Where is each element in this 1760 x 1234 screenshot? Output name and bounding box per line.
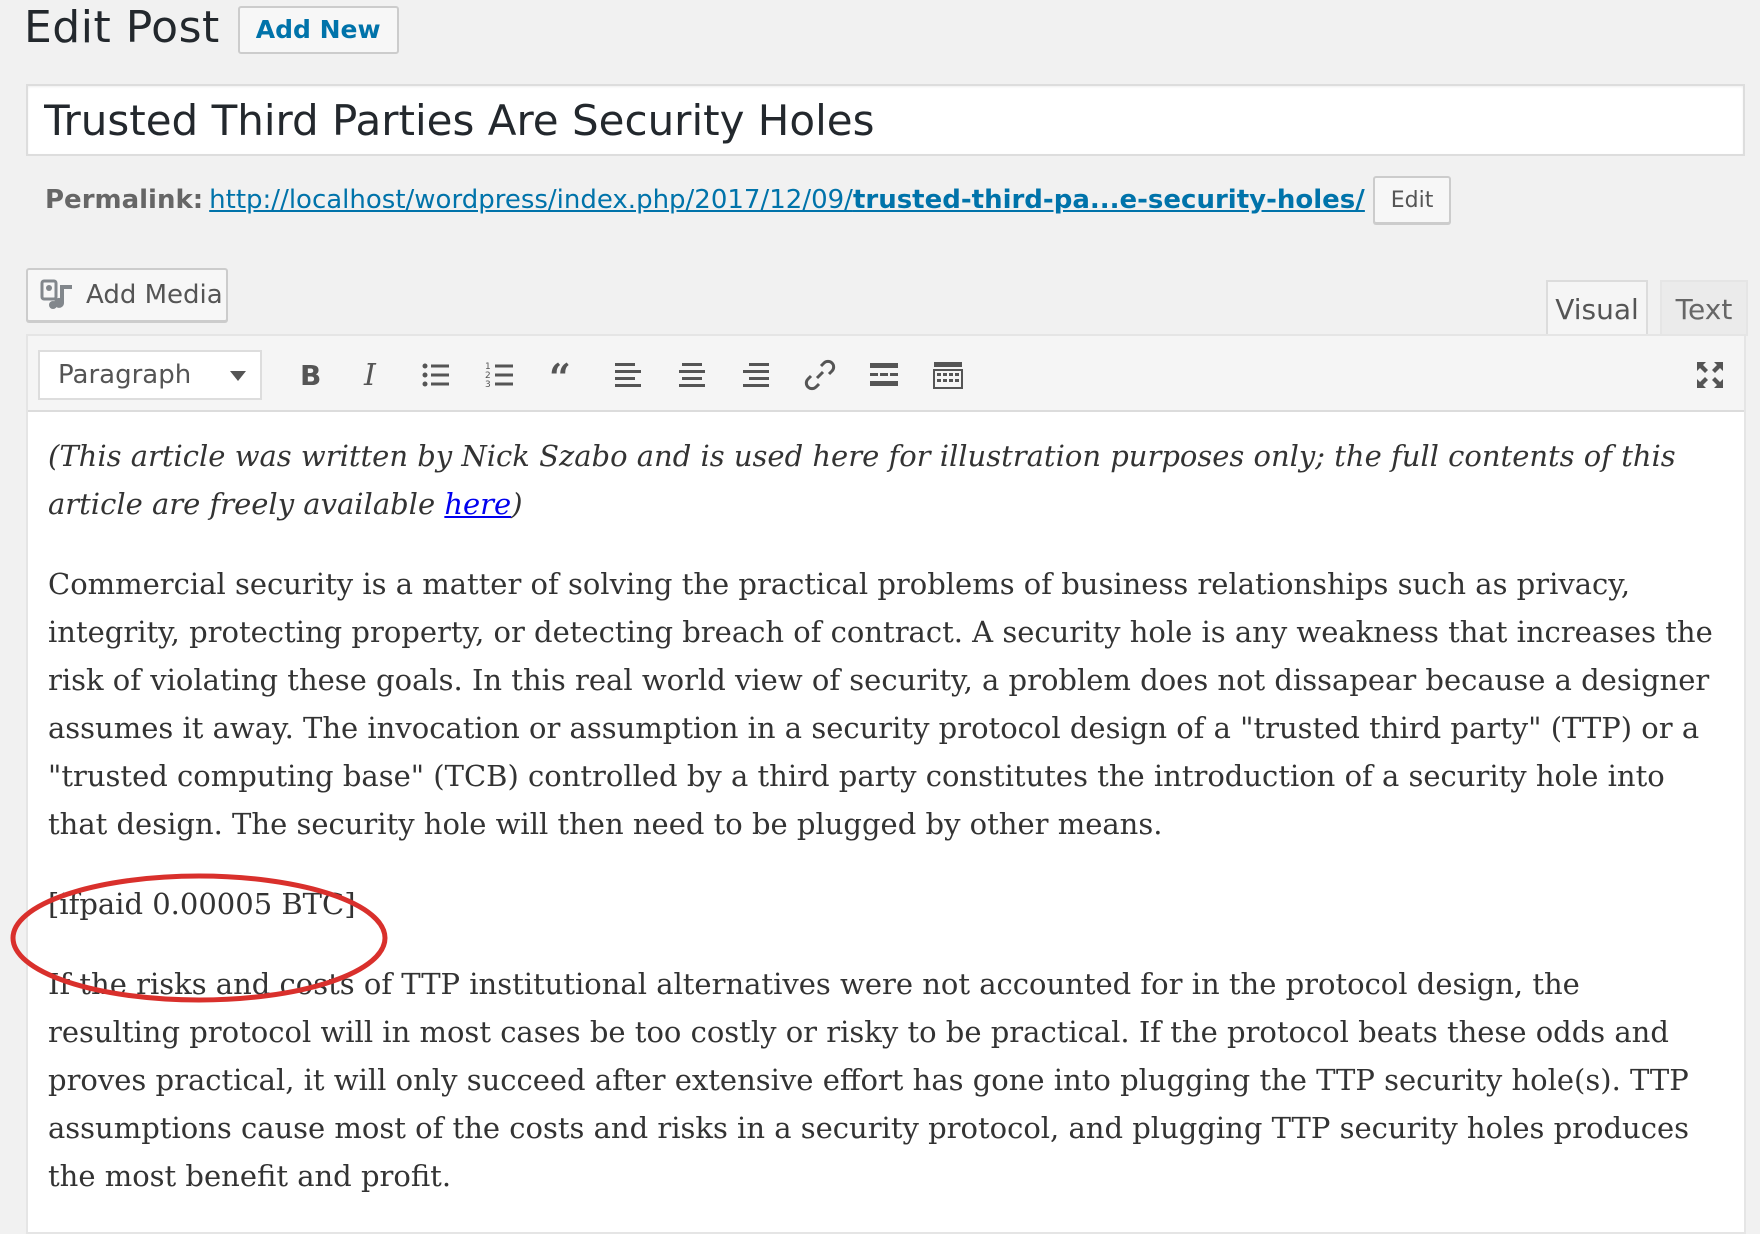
svg-text:“: “	[549, 359, 571, 391]
fullscreen-button[interactable]	[1686, 352, 1734, 398]
insert-link-button[interactable]	[796, 352, 844, 398]
svg-text:I: I	[364, 359, 376, 391]
tab-visual[interactable]: Visual	[1546, 280, 1648, 336]
svg-text:1: 1	[485, 362, 491, 372]
align-right-button[interactable]	[732, 352, 780, 398]
permalink-url-base: http://localhost/wordpress/index.php/2017/12/09/	[209, 185, 853, 215]
add-new-button[interactable]: Add New	[238, 6, 399, 54]
post-title-box	[26, 84, 1745, 156]
align-right-icon	[740, 359, 772, 391]
page-header	[24, 0, 399, 56]
svg-text:2: 2	[485, 371, 491, 381]
intro-text: (This article was written by Nick Szabo and is used here for illustration purposes only; the full contents of this article are freely available	[48, 439, 1676, 521]
permalink-row	[45, 174, 1451, 226]
numbered-list-icon	[484, 359, 516, 391]
page-title: Edit Post	[24, 2, 220, 53]
align-center-button[interactable]	[668, 352, 716, 398]
intro-paragraph	[48, 432, 1718, 528]
media-icon	[40, 277, 76, 313]
bulleted-list-button[interactable]	[412, 352, 460, 398]
source-link[interactable]: here	[444, 487, 512, 521]
fullscreen-icon	[1694, 359, 1726, 391]
permalink-link[interactable]	[209, 185, 1365, 215]
toolbar-toggle-icon	[932, 359, 964, 391]
permalink-slug: trusted-third-pa...e-security-holes/	[852, 185, 1365, 215]
edit-permalink-button[interactable]: Edit	[1373, 176, 1452, 224]
chevron-down-icon	[230, 371, 246, 381]
paragraph-1: Commercial security is a matter of solving the practical problems of business relationships such as privacy, integrity, protecting property, or detecting breach of contract. A security hole is any weakness that increases the risk of violating these goals. In this real world view of security, a problem does not dissapear because a designer assumes it away. The invocation or assumption in a security protocol design of a "trusted third party" (TTP) or a "trusted computing base" (TCB) controlled by a third party constitutes the introduction of a security hole into that design. The security hole will then need to be plugged by other means.	[48, 567, 1713, 841]
italic-icon	[356, 359, 388, 391]
bulleted-list-icon	[420, 359, 452, 391]
add-media-button[interactable]	[26, 268, 228, 322]
format-select[interactable]	[38, 350, 262, 400]
read-more-icon	[868, 359, 900, 391]
intro-close: )	[511, 487, 523, 521]
bold-button[interactable]	[284, 352, 332, 398]
blockquote-button[interactable]	[540, 352, 588, 398]
svg-text:B: B	[300, 359, 322, 391]
align-center-icon	[676, 359, 708, 391]
shortcode-paragraph: [ifpaid 0.00005 BTC]	[48, 887, 356, 921]
add-media-label: Add Media	[86, 280, 223, 310]
paragraph-2: If the risks and costs of TTP institutional alternatives were not accounted for in the protocol design, the resulting protocol will in most cases be too costly or risky to be practical. If the protocol beats these odds and proves practical, it will only succeed after extensive effort has gone into plugging the TTP security hole(s). TTP assumptions cause most of the costs and risks in a security protocol, and plugging TTP security holes produces the most benefit and profit.	[48, 967, 1690, 1193]
align-left-button[interactable]	[604, 352, 652, 398]
numbered-list-button[interactable]	[476, 352, 524, 398]
read-more-button[interactable]	[860, 352, 908, 398]
post-title-input[interactable]	[28, 86, 1743, 154]
editor-frame	[26, 334, 1746, 1234]
svg-text:3: 3	[485, 380, 491, 390]
permalink-label: Permalink:	[45, 185, 204, 215]
bold-icon	[292, 359, 324, 391]
post-content-editor[interactable]	[48, 432, 1718, 1232]
format-select-value: Paragraph	[58, 360, 192, 390]
editor-toolbar	[28, 336, 1744, 412]
tab-text[interactable]: Text	[1660, 280, 1748, 336]
italic-button[interactable]	[348, 352, 396, 398]
align-left-icon	[612, 359, 644, 391]
toolbar-toggle-button[interactable]	[924, 352, 972, 398]
blockquote-icon	[548, 359, 580, 391]
link-icon	[804, 359, 836, 391]
